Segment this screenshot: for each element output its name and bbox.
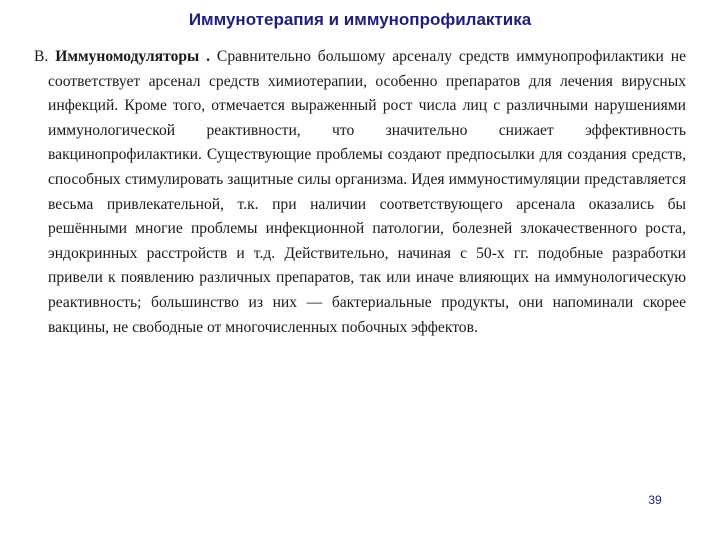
paragraph-text: Сравнительно большому арсеналу средств иммунопрофилактики не соответствует арсенал средств химиотерапии, особенно препаратов для лечения вирусных инфекций. Кроме того, отмечается выраженный рост числа лиц с различными нарушениями иммунологической реактивности, что значительно снижает эффективность вакцинопрофилактики. Существующие проблемы создают предпосылки для создания средств, способных стимулировать защитные силы организма. Идея иммуностимуляции представляется весьма привлекательной, т.к. при наличии соответствующего арсенала оказались бы решёнными многие проблемы инфекционной патологии, болезней злокачественного роста, эндокринных расстройств и т.д. Действительно, начиная с 50-х гг. подобные разработки привели к появлению различных препаратов, так или иначе влияющих на иммунологическую реактивность; большинство из них — бактериальные продукты, они напоминали скорее вакцины, не свободные от многочисленных побочных эффектов.	[48, 48, 686, 336]
section-term: Иммуномодуляторы .	[55, 48, 211, 65]
slide-title: Иммунотерапия и иммунопрофилактика	[188, 10, 532, 29]
page-number: 39	[648, 493, 662, 507]
body-paragraph	[34, 45, 686, 340]
section-letter: В.	[34, 48, 49, 65]
